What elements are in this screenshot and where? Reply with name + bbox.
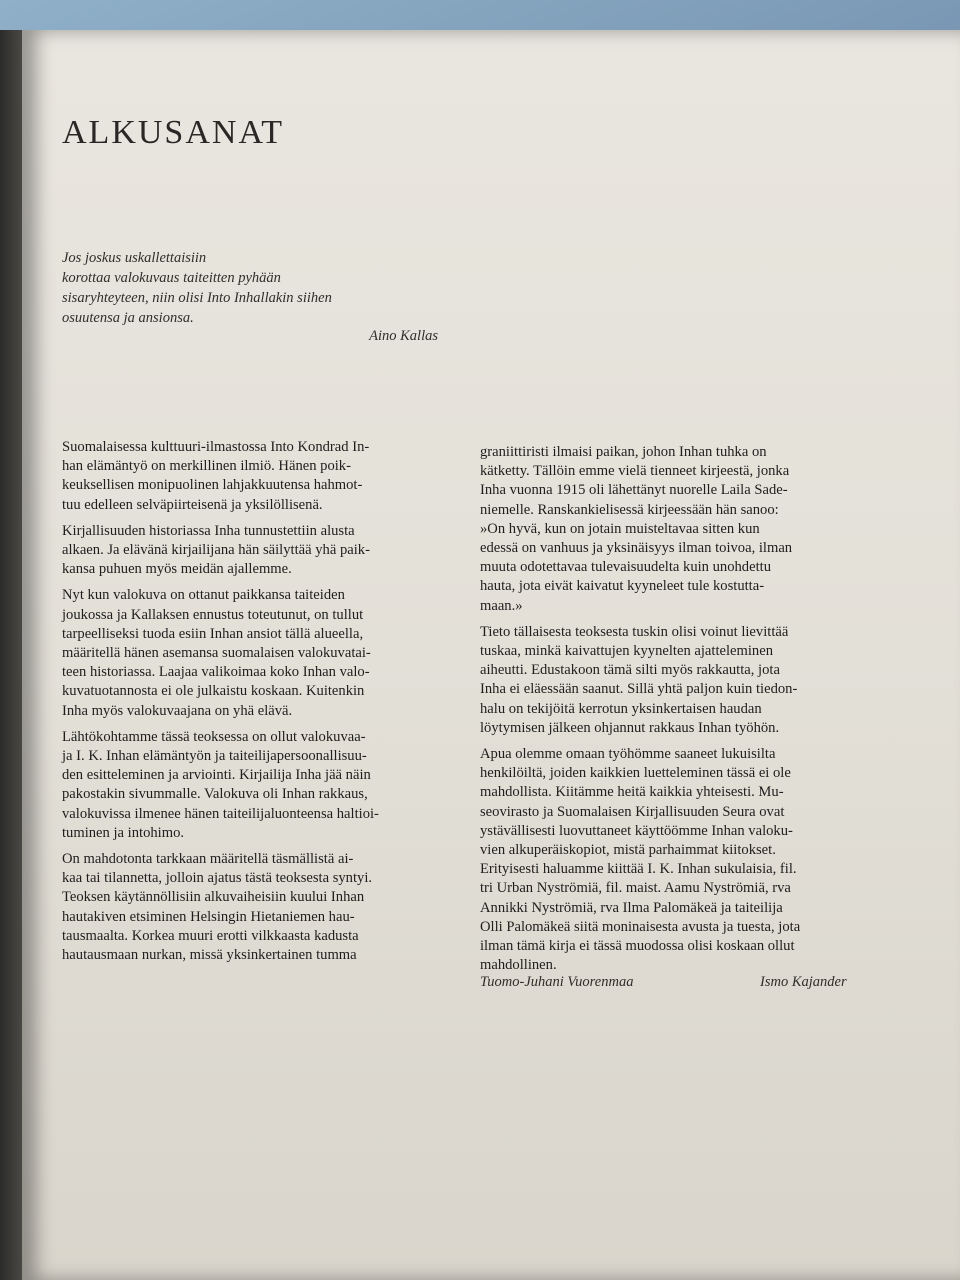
paragraph-line: Suomalaisessa kulttuuri-ilmastossa Into Kondrad In- xyxy=(62,439,370,455)
paragraph-line: keuksellisen monipuolinen lahjakkuutensa hahmot- xyxy=(62,477,363,494)
paragraph-line: kansa puhuen myös meidän ajallemme. xyxy=(62,561,292,578)
paragraph-line: muuta odotettavaa tulevaisuudelta kuin unohdettu xyxy=(480,559,771,576)
paragraph-line: hauta, jota eivät kaivatut kyyneleet tule kostutta- xyxy=(480,578,765,595)
right-text-column xyxy=(480,443,858,975)
epigraph-line: osuutensa ja ansionsa. xyxy=(62,310,194,326)
paragraph-line: hautakiven etsiminen Helsingin Hietaniemen hau- xyxy=(62,908,355,925)
paragraph-gap xyxy=(62,579,440,586)
paragraph-line: mahdollinen. xyxy=(480,957,557,974)
epigraph-line: korottaa valokuvaus taiteitten pyhään xyxy=(62,270,281,286)
signature-right: Ismo Kajander xyxy=(760,974,847,990)
paragraph-line: Tieto tällaisesta teoksesta tuskin olisi voinut lievittää xyxy=(480,623,789,640)
left-text-column xyxy=(62,438,440,965)
paragraph-line: han elämäntyö on merkillinen ilmiö. Hänen poik- xyxy=(62,458,351,475)
signature-left: Tuomo-Juhani Vuorenmaa xyxy=(480,974,634,990)
paragraph-gap xyxy=(62,721,440,728)
paragraph-line: On mahdotonta tarkkaan määritellä täsmällistä ai- xyxy=(62,851,354,868)
paragraph-line: Teoksen käytännöllisiin alkuvaiheisiin kuului Inhan xyxy=(62,889,365,906)
paragraph-line: kaa tai tilannetta, jolloin ajatus tästä teoksesta syntyi. xyxy=(62,870,373,887)
paragraph-line: ilman tämä kirja ei tässä muodossa olisi koskaan ollut xyxy=(480,938,795,955)
paragraph-line: Nyt kun valokuva on ottanut paikkansa taiteiden xyxy=(62,587,345,604)
paragraph-line: vien alkuperäiskopiot, mistä parhaimmat kiitokset. xyxy=(480,842,776,859)
paragraph-line: den esitteleminen ja arviointi. Kirjailija Inha jää näin xyxy=(62,767,371,784)
paragraph-line: ystävällisesti luovuttaneet käyttöömme Inhan valoku- xyxy=(480,822,793,839)
paragraph-gap xyxy=(62,515,440,522)
paragraph-line: Olli Palomäkeä siitä moninaisesta avusta ja tuesta, jota xyxy=(480,918,801,935)
epigraph-author: Aino Kallas xyxy=(369,328,438,344)
paragraph-line: Kirjallisuuden historiassa Inha tunnustettiin alusta xyxy=(62,522,355,539)
paragraph-line: henkilöiltä, joiden kaikkien luetteleminen tässä ei ole xyxy=(480,765,791,782)
paragraph-line: graniittiristi ilmaisi paikan, johon Inhan tuhka on xyxy=(480,444,767,460)
paragraph-line: seovirasto ja Suomalaisen Kirjallisuuden Seura ovat xyxy=(480,803,785,820)
paragraph-line: tuskaa, minkä kaivattujen kyynelten ajatteleminen xyxy=(480,643,773,660)
paragraph-line: Erityisesti haluamme kiittää I. K. Inhan sukulaisia, fil. xyxy=(480,861,797,878)
paragraph-line: kuvatuotannosta ei ole julkaistu koskaan. Kuitenkin xyxy=(62,683,365,700)
paragraph-line: edessä on vanhuus ja yksinäisyys ilman toivoa, ilman xyxy=(480,540,793,557)
paragraph-line: Inha ei eläessään saanut. Sillä yhtä paljon kuin tiedon- xyxy=(480,681,798,698)
paragraph-line: halu on tekijöitä kerrotun yksinkertaisen haudan xyxy=(480,700,762,717)
paragraph-line: Lähtökohtamme tässä teoksessa on ollut valokuvaa- xyxy=(62,728,366,745)
paragraph-line: tri Urban Nyströmiä, fil. maist. Aamu Nyströmiä, rva xyxy=(480,880,791,897)
paragraph-gap xyxy=(62,843,440,850)
paragraph-line: tarpeelliseksi tuoda esiin Inhan ansiot tällä alueella, xyxy=(62,625,364,642)
paragraph-line: teen historiassa. Laajaa valikoimaa koko Inhan valo- xyxy=(62,664,370,681)
paragraph-line: »On hyvä, kun on jotain muisteltavaa sitten kun xyxy=(480,520,760,537)
paragraph-gap xyxy=(480,738,858,745)
paragraph-line: tuu edelleen selväpiirteisenä ja yksilöllisenä. xyxy=(62,496,323,513)
page-title: ALKUSANAT xyxy=(62,114,284,151)
paragraph-line: Apua olemme omaan työhömme saaneet lukuisilta xyxy=(480,746,776,763)
paragraph-line: mahdollista. Kiitämme heitä kaikkia yhteisesti. Mu- xyxy=(480,784,784,801)
paragraph-line: joukossa ja Kallaksen ennustus toteutunut, on tullut xyxy=(62,606,364,623)
paragraph-line: Inha vuonna 1915 oli lähettänyt nuorelle Laila Sade- xyxy=(480,482,788,499)
paragraph-line: tausmaalta. Korkea muuri erotti vilkkaasta kadusta xyxy=(62,927,359,944)
epigraph-line: sisaryhteyteen, niin olisi Into Inhallakin siihen xyxy=(62,290,332,306)
epigraph-line: Jos joskus uskallettaisiin xyxy=(62,250,207,266)
paragraph-line: hautausmaan nurkan, missä yksinkertainen tumma xyxy=(62,947,357,964)
paragraph-line: määritellä hänen asemansa suomalaisen valokuvatai- xyxy=(62,645,371,662)
epigraph xyxy=(62,248,442,328)
paragraph-line: niemelle. Ranskankielisessä kirjeessään hän sanoo: xyxy=(480,501,779,518)
paragraph-line: maan.» xyxy=(480,597,523,614)
paragraph-line: valokuvissa ilmenee hänen taiteilijaluonteensa haltioi- xyxy=(62,805,379,822)
paragraph-line: kätketty. Tällöin emme vielä tienneet kirjeestä, jonka xyxy=(480,463,790,480)
paragraph-line: pakostakin sivummalle. Valokuva oli Inhan rakkaus, xyxy=(62,786,368,803)
paragraph-gap xyxy=(480,616,858,623)
paragraph-line: aiheutti. Edustakoon tämä silti myös rakkautta, jota xyxy=(480,662,780,679)
paragraph-line: ja I. K. Inhan elämäntyön ja taiteilijapersoonallisuu- xyxy=(62,748,367,765)
paragraph-line: alkaen. Ja elävänä kirjailijana hän säilyttää yhä paik- xyxy=(62,542,370,559)
paragraph-line: löytymisen jälkeen ohjannut rakkaus Inhan työhön. xyxy=(480,719,780,736)
paragraph-line: Annikki Nyströmiä, rva Ilma Palomäkeä ja taiteilija xyxy=(480,899,783,916)
paragraph-line: Inha myös valokuvaajana on yhä elävä. xyxy=(62,702,293,719)
paragraph-line: tuminen ja intohimo. xyxy=(62,824,185,841)
